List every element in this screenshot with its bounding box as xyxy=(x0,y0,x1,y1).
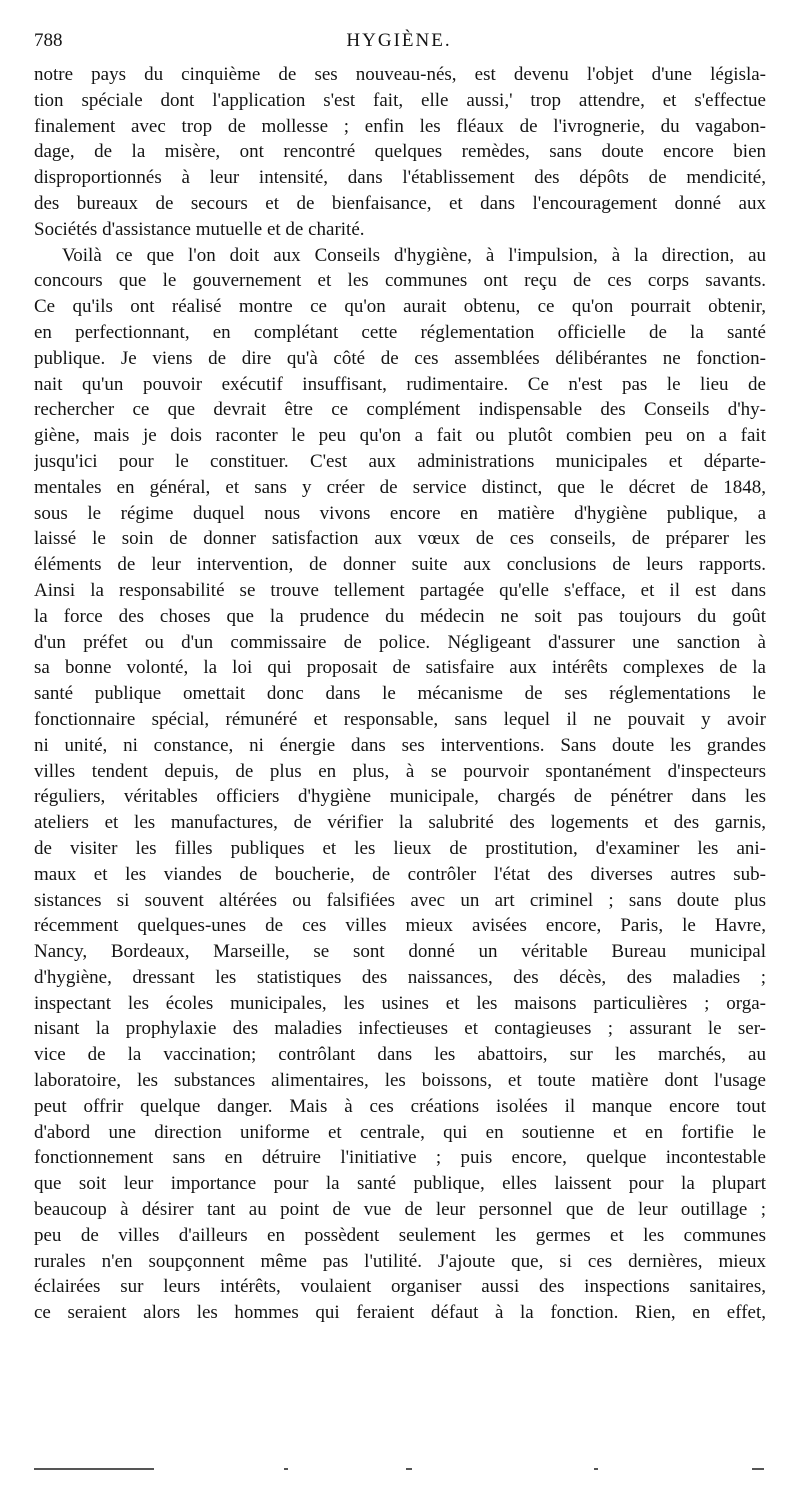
text-line: inspectant les écoles municipales, les usines et les maisons particulières ; orga- xyxy=(34,992,766,1014)
text-line: Ainsi la responsabilité se trouve tellement partagée qu'elle s'efface, et il est dans xyxy=(34,579,766,601)
text-line: mentales en général, et sans y créer de service distinct, que le décret de 1848, xyxy=(34,476,766,498)
scan-mark xyxy=(752,1468,764,1470)
text-line: disproportionnés à leur intensité, dans l'établissement des dépôts de mendicité, xyxy=(34,167,766,189)
page-header xyxy=(34,30,764,56)
text-line: vice de la vaccination; contrôlant dans les abattoirs, sur les marchés, au xyxy=(34,1044,766,1066)
page-number: 788 xyxy=(34,30,63,51)
text-line: en perfectionnant, en complétant cette réglementation officielle de la santé xyxy=(34,321,766,343)
text-line: éclairées sur leurs intérêts, voulaient organiser aussi des inspections sanitaires, xyxy=(34,1276,766,1298)
text-line: Voilà ce que l'on doit aux Conseils d'hygiène, à l'impulsion, à la direction, au xyxy=(62,244,766,266)
text-line: fonctionnaire spécial, rémunéré et responsable, sans lequel il ne pouvait y avoir xyxy=(34,708,766,730)
text-line: sous le régime duquel nous vivons encore en matière d'hygiène publique, a xyxy=(34,502,766,524)
text-line: fonctionnement sans en détruire l'initiative ; puis encore, quelque incontestable xyxy=(34,1147,766,1169)
text-line: des bureaux de secours et de bienfaisance, et dans l'encouragement donné aux xyxy=(34,192,766,214)
text-line: sa bonne volonté, la loi qui proposait de satisfaire aux intérêts complexes de la xyxy=(34,657,766,679)
text-line: santé publique omettait donc dans le mécanisme de ses réglementations le xyxy=(34,683,766,705)
footer-scan-marks xyxy=(34,1466,766,1472)
text-line: peu de villes d'ailleurs en possèdent seulement les germes et les communes xyxy=(34,1224,766,1246)
body-text xyxy=(34,62,766,1326)
text-line: notre pays du cinquième de ses nouveau-nés, est devenu l'objet d'une législa- xyxy=(34,64,766,85)
text-line: laissé le soin de donner satisfaction aux vœux de ces conseils, de préparer les xyxy=(34,528,766,550)
text-line: rechercher ce que devrait être ce complément indispensable des Conseils d'hy- xyxy=(34,399,766,421)
text-line: Sociétés d'assistance mutuelle et de charité. xyxy=(34,218,365,240)
text-line: nait qu'un pouvoir exécutif insuffisant, rudimentaire. Ce n'est pas le lieu de xyxy=(34,373,766,395)
text-line: d'hygiène, dressant les statistiques des naissances, des décès, des maladies ; xyxy=(34,966,766,988)
text-line: éléments de leur intervention, de donner suite aux conclusions de leurs rapports. xyxy=(34,554,766,576)
text-line: nisant la prophylaxie des maladies infectieuses et contagieuses ; assurant le ser- xyxy=(34,1018,766,1040)
text-line: maux et les viandes de boucherie, de contrôler l'état des diverses autres sub- xyxy=(34,863,766,885)
text-line: de visiter les filles publiques et les lieux de prostitution, d'examiner les ani- xyxy=(34,837,766,859)
text-line: laboratoire, les substances alimentaires, les boissons, et toute matière dont l'usage xyxy=(34,1070,766,1092)
text-line: dage, de la misère, ont rencontré quelques remèdes, sans doute encore bien xyxy=(34,141,766,163)
text-line: d'un préfet ou d'un commissaire de police. Négligeant d'assurer une sanction à xyxy=(34,631,766,653)
text-line: Nancy, Bordeaux, Marseille, se sont donné un véritable Bureau municipal xyxy=(34,941,766,963)
text-line: d'abord une direction uniforme et centrale, qui en soutienne et en fortifie le xyxy=(34,1121,766,1143)
text-line: concours que le gouvernement et les communes ont reçu de ces corps savants. xyxy=(34,270,766,292)
text-line: que soit leur importance pour la santé publique, elles laissent pour la plupart xyxy=(34,1173,766,1195)
text-line: récemment quelques-unes de ces villes mieux avisées encore, Paris, le Havre, xyxy=(34,915,766,937)
text-line: finalement avec trop de mollesse ; enfin les fléaux de l'ivrognerie, du vagabon- xyxy=(34,115,766,137)
running-title: HYGIÈNE. xyxy=(346,30,452,51)
scan-mark xyxy=(284,1468,288,1470)
text-line: ateliers et les manufactures, de vérifier la salubrité des logements et des garnis, xyxy=(34,812,766,834)
text-line: publique. Je viens de dire qu'à côté de ces assemblées délibérantes ne fonction- xyxy=(34,347,766,369)
text-line: sistances si souvent altérées ou falsifiées avec un art criminel ; sans doute plus xyxy=(34,889,766,911)
text-line: beaucoup à désirer tant au point de vue de leur personnel que de leur outillage ; xyxy=(34,1199,766,1221)
scan-mark xyxy=(34,1468,154,1470)
text-line: giène, mais je dois raconter le peu qu'on a fait ou plutôt combien peu on a fait xyxy=(34,425,766,447)
text-line: rurales n'en soupçonnent même pas l'utilité. J'ajoute que, si ces dernières, mieux xyxy=(34,1250,766,1272)
text-line: villes tendent depuis, de plus en plus, à se pourvoir spontanément d'inspecteurs xyxy=(34,760,766,782)
text-line: réguliers, véritables officiers d'hygiène municipale, chargés de pénétrer dans les xyxy=(34,786,766,808)
text-line: Ce qu'ils ont réalisé montre ce qu'on aurait obtenu, ce qu'on pourrait obtenir, xyxy=(34,296,766,318)
scan-mark xyxy=(594,1468,598,1470)
text-line: jusqu'ici pour le constituer. C'est aux administrations municipales et départe- xyxy=(34,450,766,472)
scan-mark xyxy=(406,1468,412,1470)
text-line: la force des choses que la prudence du médecin ne soit pas toujours du goût xyxy=(34,605,766,627)
text-line: ce seraient alors les hommes qui feraient défaut à la fonction. Rien, en effet, xyxy=(34,1302,766,1324)
text-line: tion spéciale dont l'application s'est fait, elle aussi,' trop attendre, et s'effectue xyxy=(34,89,766,111)
text-line: peut offrir quelque danger. Mais à ces créations isolées il manque encore tout xyxy=(34,1095,766,1117)
text-line: ni unité, ni constance, ni énergie dans ses interventions. Sans doute les grandes xyxy=(34,734,766,756)
